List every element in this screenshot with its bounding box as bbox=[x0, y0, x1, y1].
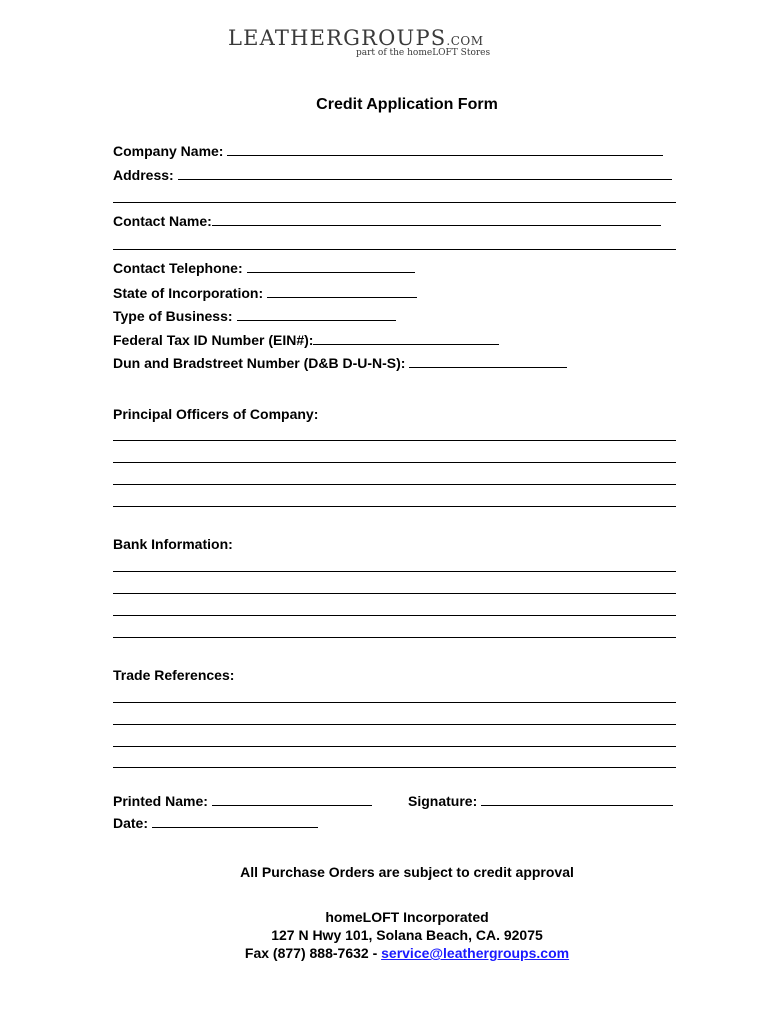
leathergroups-logo bbox=[228, 26, 491, 58]
state-field[interactable] bbox=[267, 285, 417, 298]
signature-label: Signature: bbox=[408, 793, 478, 809]
date-label: Date: bbox=[113, 815, 149, 831]
logo-tagline: part of the homeLOFT Stores bbox=[356, 48, 491, 58]
duns-row bbox=[113, 354, 567, 372]
officers-label: Principal Officers of Company: bbox=[113, 406, 319, 422]
contact-telephone-label: Contact Telephone: bbox=[113, 260, 243, 276]
date-field[interactable] bbox=[152, 815, 318, 828]
address-label: Address: bbox=[113, 167, 174, 183]
address-field-line-2[interactable] bbox=[113, 202, 676, 203]
company-address: 127 N Hwy 101, Solana Beach, CA. 92075 bbox=[271, 927, 543, 943]
officers-line-3[interactable] bbox=[113, 484, 676, 485]
email-link[interactable]: service@leathergroups.com bbox=[381, 945, 570, 961]
officers-line-2[interactable] bbox=[113, 462, 676, 463]
company-name-label: Company Name: bbox=[113, 143, 224, 159]
contact-line bbox=[0, 944, 770, 962]
logo-main-text: LEATHERGROUPS bbox=[228, 26, 447, 50]
officers-line-4[interactable] bbox=[113, 506, 676, 507]
state-label: State of Incorporation: bbox=[113, 285, 264, 301]
printed-name-row bbox=[113, 792, 372, 810]
trade-line-3[interactable] bbox=[113, 746, 676, 747]
date-row bbox=[113, 814, 318, 832]
business-type-label: Type of Business: bbox=[113, 308, 233, 324]
contact-name-label: Contact Name: bbox=[113, 213, 212, 229]
trade-line-1[interactable] bbox=[113, 702, 676, 703]
bank-line-4[interactable] bbox=[113, 637, 676, 638]
company-name-footer: homeLOFT Incorporated bbox=[325, 909, 489, 925]
bank-line-2[interactable] bbox=[113, 593, 676, 594]
duns-field[interactable] bbox=[409, 355, 567, 368]
trade-line-2[interactable] bbox=[113, 724, 676, 725]
state-row bbox=[113, 284, 417, 302]
form-title: Credit Application Form bbox=[316, 96, 498, 113]
company-name-row bbox=[113, 142, 663, 160]
trade-label: Trade References: bbox=[113, 667, 235, 683]
company-name-field[interactable] bbox=[227, 143, 663, 156]
bank-line-3[interactable] bbox=[113, 615, 676, 616]
contact-name-row bbox=[113, 212, 661, 230]
contact-telephone-field[interactable] bbox=[247, 260, 415, 273]
tax-id-label: Federal Tax ID Number (EIN#): bbox=[113, 332, 314, 348]
printed-name-field[interactable] bbox=[212, 793, 372, 806]
printed-name-label: Printed Name: bbox=[113, 793, 208, 809]
tax-id-field[interactable] bbox=[313, 332, 499, 345]
credit-approval-notice: All Purchase Orders are subject to credit approval bbox=[240, 864, 574, 880]
contact-telephone-row bbox=[113, 259, 415, 277]
officers-line-1[interactable] bbox=[113, 440, 676, 441]
tax-id-row bbox=[113, 331, 499, 349]
business-type-field[interactable] bbox=[237, 308, 396, 321]
duns-label: Dun and Bradstreet Number (D&B D-U-N-S): bbox=[113, 355, 406, 371]
trade-line-4[interactable] bbox=[113, 767, 676, 768]
bank-line-1[interactable] bbox=[113, 571, 676, 572]
logo-com-text: .COM bbox=[446, 34, 484, 48]
address-field[interactable] bbox=[178, 167, 672, 180]
contact-name-field-line-2[interactable] bbox=[113, 249, 676, 250]
business-type-row bbox=[113, 307, 396, 325]
signature-row bbox=[408, 792, 673, 810]
bank-label: Bank Information: bbox=[113, 536, 233, 552]
address-row bbox=[113, 166, 672, 184]
fax-text: Fax (877) 888-7632 - bbox=[244, 945, 382, 961]
contact-name-field[interactable] bbox=[212, 213, 661, 226]
signature-field[interactable] bbox=[481, 793, 673, 806]
